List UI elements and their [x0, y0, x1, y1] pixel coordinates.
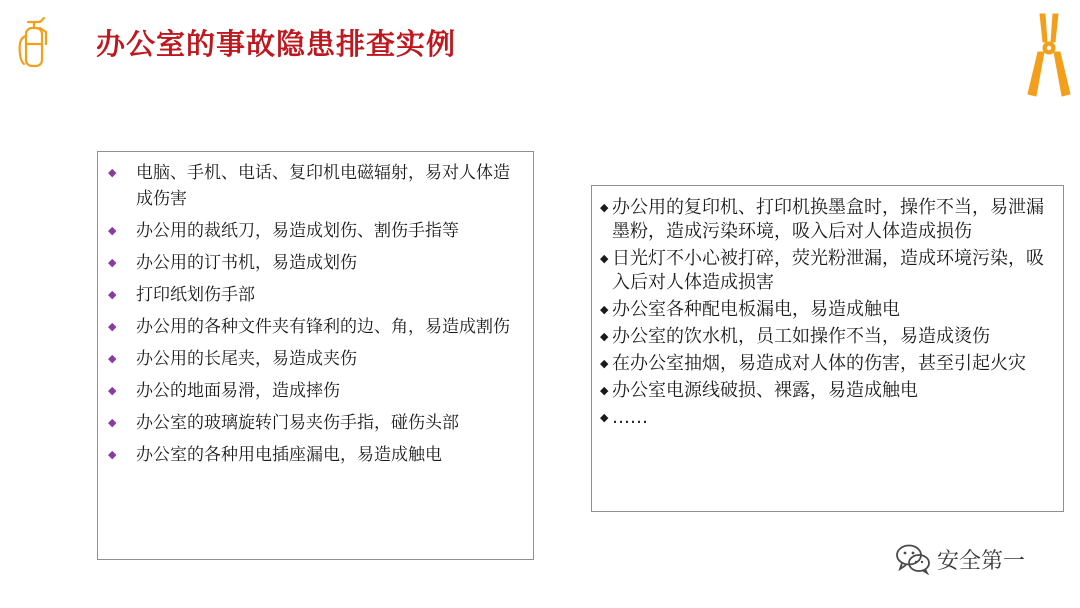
bullet-icon: ◆	[108, 224, 117, 237]
bullet-icon: ◆	[600, 330, 609, 343]
list-item	[600, 379, 1049, 403]
bullet-icon: ◆	[108, 384, 117, 397]
left-hazard-list	[98, 152, 533, 468]
bullet-icon: ◆	[108, 256, 117, 269]
list-item-text: 办公用的各种文件夹有锋利的边、角，易造成割伤	[136, 317, 510, 337]
list-item	[108, 160, 521, 212]
wechat-icon	[895, 543, 931, 575]
list-item-text: 打印纸划伤手部	[136, 285, 255, 305]
page-title: 办公室的事故隐患排查实例	[96, 27, 457, 61]
list-item	[108, 218, 521, 244]
list-item-text: 办公室各种配电板漏电，易造成触电	[612, 299, 900, 320]
list-item	[108, 410, 521, 436]
list-item	[600, 325, 1049, 349]
list-item	[108, 442, 521, 468]
fire-extinguisher-icon	[14, 14, 56, 68]
bullet-icon: ◆	[108, 416, 117, 429]
pliers-icon	[1026, 12, 1072, 98]
list-item	[600, 406, 1049, 430]
list-item	[108, 250, 521, 276]
list-item-text: 电脑、手机、电话、复印机电磁辐射，易对人体造成伤害	[136, 163, 510, 209]
right-hazard-list-box	[591, 185, 1064, 512]
list-item-text: 办公用的复印机、打印机换墨盒时，操作不当，易泄漏墨粉，造成污染环境，吸入后对人体造成损伤	[612, 197, 1044, 242]
list-item	[108, 346, 521, 372]
list-item-text: 办公用的订书机，易造成划伤	[136, 253, 357, 273]
list-item-text: 日光灯不小心被打碎，荧光粉泄漏，造成环境污染，吸入后对人体造成损害	[612, 248, 1044, 293]
wechat-watermark	[895, 543, 1025, 575]
list-item-text: 办公用的长尾夹，易造成夹伤	[136, 349, 357, 369]
list-item	[600, 196, 1049, 244]
list-item	[108, 378, 521, 404]
right-hazard-list	[592, 186, 1063, 430]
bullet-icon: ◆	[108, 352, 117, 365]
list-item	[600, 352, 1049, 376]
list-item-text: 办公室电源线破损、裸露，易造成触电	[612, 380, 918, 401]
watermark-text: 安全第一	[937, 548, 1026, 574]
left-hazard-list-box	[97, 151, 534, 560]
bullet-icon: ◆	[600, 201, 609, 214]
list-item	[108, 282, 521, 308]
bullet-icon: ◆	[600, 384, 609, 397]
list-item-text: ……	[612, 407, 648, 428]
bullet-icon: ◆	[600, 303, 609, 316]
bullet-icon: ◆	[600, 252, 609, 265]
list-item-text: 办公室的饮水机，员工如操作不当，易造成烫伤	[612, 326, 990, 347]
list-item-text: 在办公室抽烟，易造成对人体的伤害，甚至引起火灾	[612, 353, 1026, 374]
bullet-icon: ◆	[108, 320, 117, 333]
list-item-text: 办公室的各种用电插座漏电，易造成触电	[136, 445, 442, 465]
bullet-icon: ◆	[600, 411, 609, 424]
list-item	[108, 314, 521, 340]
bullet-icon: ◆	[108, 166, 117, 179]
list-item-text: 办公室的玻璃旋转门易夹伤手指，碰伤头部	[136, 413, 459, 433]
list-item-text: 办公用的裁纸刀，易造成划伤、割伤手指等	[136, 221, 459, 241]
bullet-icon: ◆	[108, 448, 117, 461]
bullet-icon: ◆	[108, 288, 117, 301]
list-item-text: 办公的地面易滑，造成摔伤	[136, 381, 340, 401]
list-item	[600, 298, 1049, 322]
bullet-icon: ◆	[600, 357, 609, 370]
list-item	[600, 247, 1049, 295]
